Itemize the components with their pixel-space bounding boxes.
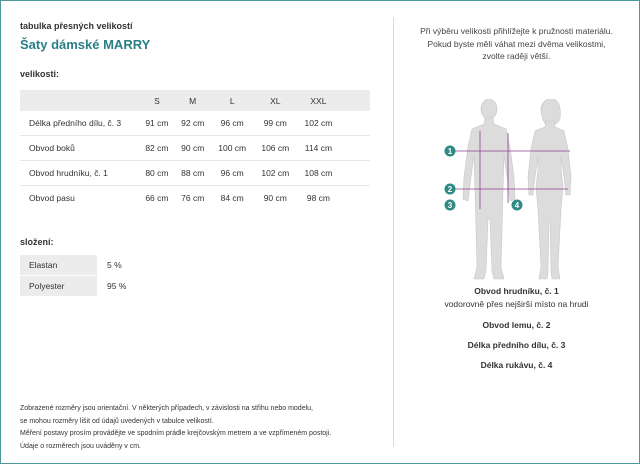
marker-2 (445, 184, 456, 195)
marker-label: 3 (447, 201, 453, 210)
table-cell: 80 cm (139, 161, 175, 186)
row-label: Obvod boků (20, 136, 139, 161)
table-spacer (340, 186, 370, 211)
composition-table (20, 255, 126, 297)
note-line: Měření postavy prosím provádějte ve spodním prádle krejčovským metrem a ve vzpřímeném postoji. (20, 430, 332, 437)
table-cell: 82 cm (139, 136, 175, 161)
marker-label: 4 (514, 201, 520, 210)
material-name: Elastan (20, 255, 97, 276)
table-row (20, 276, 126, 297)
table-cell: 102 cm (254, 161, 297, 186)
material-percent: 95 % (107, 281, 127, 291)
advice-line: Pokud byste měli váhat mezi dvěma velikostmi, (427, 38, 606, 49)
size-col-header: L (211, 90, 254, 111)
measurement-legend (394, 285, 639, 379)
table-row (20, 111, 370, 136)
disclaimer-note (20, 403, 380, 453)
marker-label: 2 (447, 185, 453, 194)
composition-label: složení: (20, 237, 54, 247)
note-line: Zobrazené rozměry jsou orientační. V některých případech, v závislosti na střihu nebo modelu, (20, 405, 313, 412)
table-cell: 96 cm (211, 161, 254, 186)
supertitle: tabulka přesných velikostí (20, 21, 133, 31)
legend-primary-title: Obvod hrudníku, č. 1 (474, 286, 559, 296)
table-cell: 114 cm (297, 136, 340, 161)
table-cell: 76 cm (181, 193, 205, 203)
table-cell: 99 cm (254, 111, 297, 136)
table-spacer (340, 136, 370, 161)
row-label: Délka předního dílu, č. 3 (20, 111, 139, 136)
table-cell: 96 cm (211, 111, 254, 136)
sizing-advice (394, 25, 639, 63)
table-spacer (340, 161, 370, 186)
table-row (20, 186, 370, 211)
sizes-label: velikosti: (20, 69, 60, 79)
marker-4 (512, 200, 523, 211)
size-col-header: XXL (297, 90, 340, 111)
legend-primary-desc: vodorovně přes nejširší místo na hrudi (444, 299, 589, 309)
table-cell: 66 cm (145, 193, 169, 203)
table-spacer (340, 111, 370, 136)
row-label: Obvod hrudníku, č. 1 (20, 161, 139, 186)
table-cell: 106 cm (254, 136, 297, 161)
table-row (20, 255, 126, 276)
right-panel (394, 21, 639, 461)
table-cell: 100 cm (211, 136, 254, 161)
size-header-row (20, 90, 370, 111)
advice-line: zvolte raději větší. (482, 51, 551, 61)
marker-1 (445, 146, 456, 157)
size-col-header: S (139, 90, 175, 111)
header-spacer (340, 90, 370, 111)
table-row (20, 136, 370, 161)
table-cell: 102 cm (297, 111, 340, 136)
marker-3 (445, 200, 456, 211)
table-cell: 98 cm (306, 193, 330, 203)
legend-item: Délka rukávu, č. 4 (480, 360, 553, 370)
table-cell: 90 cm (263, 193, 287, 203)
header-empty (20, 90, 139, 111)
table-cell: 90 cm (175, 136, 211, 161)
size-col-header: XL (254, 90, 297, 111)
row-label: Obvod pasu (29, 193, 75, 203)
material-percent: 5 % (107, 260, 122, 271)
size-col-header: M (175, 90, 211, 111)
left-panel (20, 21, 371, 450)
size-table (20, 90, 370, 210)
legend-item: Délka předního dílu, č. 3 (467, 340, 566, 350)
table-cell: 92 cm (175, 111, 211, 136)
table-cell: 91 cm (139, 111, 175, 136)
material-name: Polyester (20, 276, 97, 297)
marker-label: 1 (447, 147, 453, 156)
note-line: Údaje o rozměrech jsou uváděny v cm. (20, 442, 141, 450)
advice-line: Při výběru velikosti přihlížejte k pružnosti materiálu. (420, 26, 613, 36)
product-title: Šaty dámské MARRY (20, 37, 151, 52)
table-cell: 88 cm (175, 161, 211, 186)
note-line: se mohou rozměry lišit od údajů uvedených v tabulce velikostí. (20, 417, 214, 425)
table-cell: 84 cm (220, 193, 244, 203)
table-row (20, 161, 370, 186)
table-cell: 108 cm (297, 161, 340, 186)
legend-item: Obvod lemu, č. 2 (482, 320, 551, 330)
body-measurement-figure (444, 99, 584, 284)
